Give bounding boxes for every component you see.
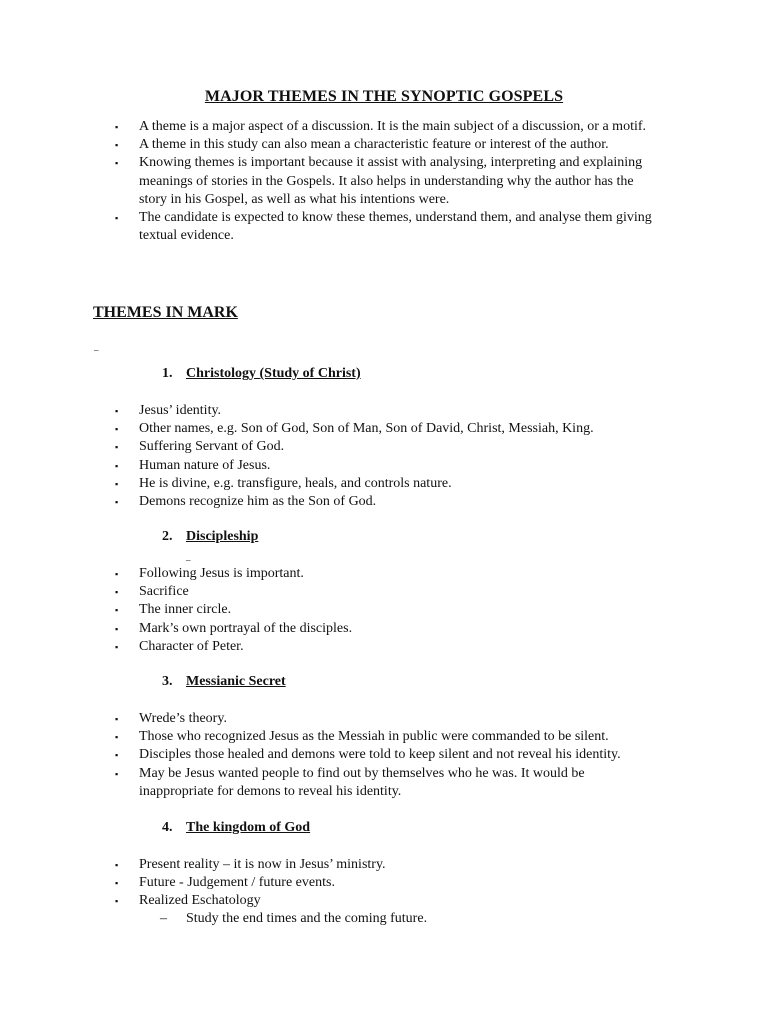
list-item: ▪ Knowing themes is important because it assist with analysing, interpreting and explaining meanings of stories in the Gospels. It also helps in understanding why the author has the story in his Gospel, as well as what his intentions were. — [115, 155, 643, 207]
theme-number: 1. — [162, 366, 173, 381]
list-item: ▪ Sacrifice — [93, 583, 659, 601]
list-item: ▪ Jesus’ identity. — [93, 402, 659, 420]
bullet-icon: ▪ — [115, 406, 119, 416]
bullet-icon: ▪ — [115, 587, 119, 598]
list-item: ▪ The candidate is expected to know these themes, understand them, and analyse them giving textual evidence. — [115, 210, 652, 244]
bullet-icon: ▪ — [115, 213, 119, 224]
bullet-icon: ▪ — [115, 623, 119, 634]
theme-points — [93, 710, 699, 801]
list-item: ▪ Mark’s own portrayal of the disciples. — [93, 620, 659, 638]
theme-heading — [162, 529, 258, 545]
stray-mark: _ — [94, 342, 99, 352]
list-item: ▪ The inner circle. — [93, 601, 659, 619]
theme-points — [93, 402, 659, 511]
list-item: ▪ Following Jesus is important. — [93, 565, 659, 583]
intro-list — [93, 118, 659, 245]
list-item: ▪ Suffering Servant of God. — [93, 438, 659, 456]
bullet-icon: ▪ — [115, 158, 119, 169]
theme-heading — [162, 674, 286, 690]
list-item: ▪ Character of Peter. — [93, 638, 659, 656]
bullet-icon: ▪ — [115, 878, 119, 889]
page-title: MAJOR THEMES IN THE SYNOPTIC GOSPELS — [204, 88, 564, 105]
list-item: ▪ A theme is a major aspect of a discussion. It is the main subject of a discussion, or a motif. — [93, 118, 659, 136]
list-item: ▪ A theme in this study can also mean a characteristic feature or interest of the author. — [93, 136, 659, 154]
bullet-icon: ▪ — [115, 442, 119, 453]
bullet-icon: ▪ — [115, 122, 119, 132]
theme-title: Discipleship — [186, 529, 259, 544]
theme-title: Messianic Secret — [186, 674, 286, 689]
section-heading: THEMES IN MARK — [93, 304, 238, 321]
list-item: ▪ May be Jesus wanted people to find out by themselves who he was. It would be inappropriate for demons to reveal his identity. — [115, 765, 585, 799]
bullet-icon: ▪ — [115, 732, 119, 743]
theme-points — [93, 565, 659, 656]
list-item: ▪ Human nature of Jesus. — [93, 457, 659, 475]
bullet-icon: ▪ — [115, 714, 119, 724]
bullet-icon: ▪ — [115, 860, 119, 870]
theme-heading — [162, 366, 361, 382]
stray-mark: _ — [186, 552, 191, 562]
dash-icon: – — [160, 911, 167, 926]
bullet-icon: ▪ — [115, 140, 119, 151]
list-item: ▪ He is divine, e.g. transfigure, heals, and controls nature. — [93, 475, 659, 493]
theme-points — [93, 856, 659, 911]
bullet-icon: ▪ — [115, 896, 119, 907]
theme-number: 3. — [162, 674, 173, 689]
bullet-icon: ▪ — [115, 478, 119, 489]
list-item: ▪ Present reality – it is now in Jesus’ ministry. — [93, 856, 659, 874]
theme-title: Christology (Study of Christ) — [186, 366, 361, 381]
theme-title: The kingdom of God — [186, 820, 311, 835]
bullet-icon: ▪ — [115, 497, 119, 508]
list-item: ▪ Other names, e.g. Son of God, Son of Man, Son of David, Christ, Messiah, King. — [93, 420, 659, 438]
bullet-icon: ▪ — [115, 750, 119, 761]
bullet-icon: ▪ — [115, 569, 119, 579]
bullet-icon: ▪ — [115, 641, 119, 652]
theme-number: 4. — [162, 820, 173, 835]
list-item: ▪ Those who recognized Jesus as the Messiah in public were commanded to be silent. — [93, 728, 659, 746]
list-item: ▪ Realized Eschatology — [93, 892, 659, 910]
bullet-icon: ▪ — [115, 605, 119, 616]
theme-number: 2. — [162, 529, 173, 544]
list-item: ▪ Wrede’s theory. — [93, 710, 659, 728]
bullet-icon: ▪ — [115, 424, 119, 435]
theme-heading — [162, 820, 310, 836]
list-item: ▪ Demons recognize him as the Son of God. — [93, 493, 659, 511]
list-item: ▪ Future - Judgement / future events. — [93, 874, 659, 892]
list-item: ▪ Disciples those healed and demons were told to keep silent and not reveal his identity. — [93, 746, 699, 764]
sub-list-item: – Study the end times and the coming future. — [160, 911, 428, 926]
bullet-icon: ▪ — [115, 768, 119, 779]
bullet-icon: ▪ — [115, 460, 119, 471]
